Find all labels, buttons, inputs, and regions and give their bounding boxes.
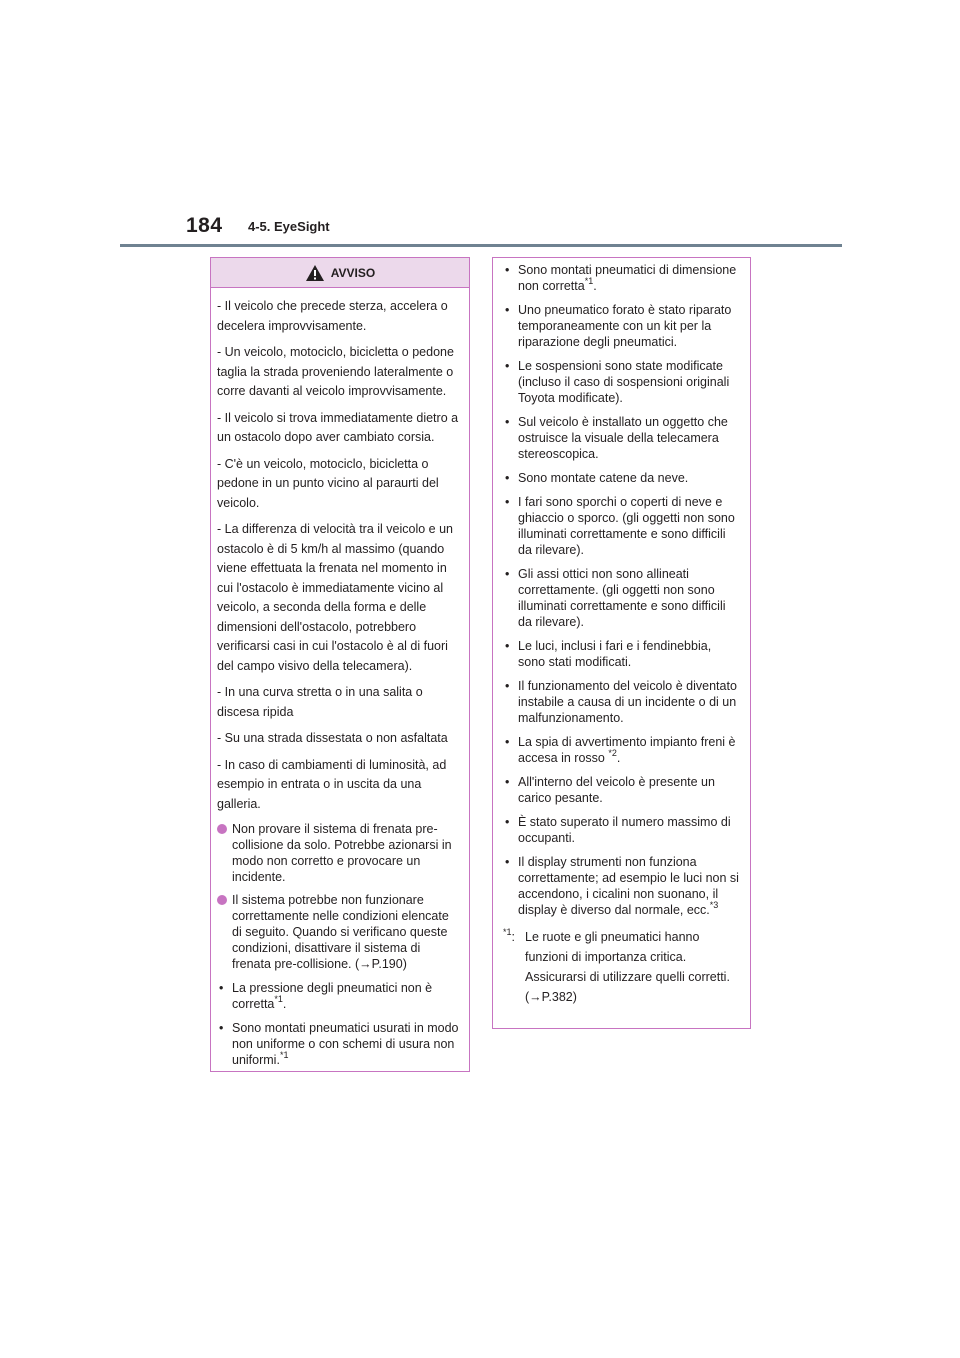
footnote-number: *1 xyxy=(503,927,512,937)
bullet-text-body: Il sistema potrebbe non funzionare correttamente nelle condizioni elencate di seguito. Quando si verificano queste condizioni, disattivare il sistema di frenata pre-collisione. ( xyxy=(232,893,449,971)
condition-item: - C'è un veicolo, motociclo, bicicletta o pedone in un punto vicino al paraurti del veicolo. xyxy=(217,456,439,510)
condition-item: - Su una strada dissestata o non asfaltata xyxy=(217,731,448,745)
bullet-point-icon: • xyxy=(505,263,510,277)
footnote-ref: *3 xyxy=(709,900,719,910)
bullet-point-icon: • xyxy=(505,415,510,429)
footnote-text: Le ruote e gli pneumatici hanno funzioni di importanza critica. Assicurarsi di utilizzare quelli corretti. ( xyxy=(525,930,730,1004)
item-text: Uno pneumatico forato è stato riparato temporaneamente con un kit per la riparazione degli pneumatici. xyxy=(518,303,732,349)
item-text: La spia di avvertimento impianto freni è accesa in rosso xyxy=(518,735,736,765)
condition-list-item xyxy=(503,302,740,350)
item-text: Gli assi ottici non sono allineati correttamente. (gli oggetti non sono illuminati correttamente e sono difficili da rilevare). xyxy=(518,567,726,629)
condition-list-item xyxy=(503,414,740,462)
item-text: All'interno del veicolo è presente un carico pesante. xyxy=(518,775,715,805)
condition-item: - Il veicolo che precede sterza, accelera o decelera improvvisamente. xyxy=(217,299,448,333)
footnote-ref: *2 xyxy=(608,748,617,758)
condition-list-item xyxy=(503,262,740,294)
bullet-point-icon: • xyxy=(219,981,224,995)
item-text: I fari sono sporchi o coperti di neve e ghiaccio o sporco. (gli oggetti non sono illuminati correttamente e sono difficili da rilevare). xyxy=(518,495,735,557)
warning-triangle-icon xyxy=(305,264,325,282)
condition-list-item xyxy=(503,678,740,726)
condition-list-item xyxy=(503,494,740,558)
item-text: Sul veicolo è installato un oggetto che ostruisce la visuale della telecamera stereoscopica. xyxy=(518,415,728,461)
bullet-point-icon: • xyxy=(505,471,510,485)
bullet-point-icon: • xyxy=(505,679,510,693)
bullet-point-icon: • xyxy=(219,1021,224,1035)
bullet-point-icon: • xyxy=(505,639,510,653)
item-text: Il funzionamento del veicolo è diventato instabile a causa di un incidente o di un malfunzionamento. xyxy=(518,679,737,725)
condition-list-item xyxy=(503,638,740,670)
warning-bullet xyxy=(217,892,460,972)
condition-list-item xyxy=(503,774,740,806)
sub-list-item xyxy=(217,980,460,1012)
page-number: 184 xyxy=(186,214,223,237)
condition-item: - Un veicolo, motociclo, bicicletta o pedone taglia la strada proveniendo lateralmente o corre davanti al veicolo improvvisamente. xyxy=(217,345,454,398)
bullet-dot-icon xyxy=(217,895,227,905)
item-text: Sono montate catene da neve. xyxy=(518,471,689,485)
warning-title: AVVISO xyxy=(330,265,376,280)
sub-list-item xyxy=(217,1020,460,1068)
bullet-point-icon: • xyxy=(505,855,510,869)
footnote-ref: *1 xyxy=(279,1050,289,1060)
condition-item: - In caso di cambiamenti di luminosità, ad esempio in entrata o in uscita da una galleria. xyxy=(217,757,447,811)
warning-header xyxy=(211,258,469,288)
condition-item: - La differenza di velocità tra il veicolo e un ostacolo è di 5 km/h al massimo (quando viene effettuata la frenata nel momento in cui l'ostacolo è immediatamente vicino al veicolo, a seconda della forma e delle dimensioni dell'ostacolo, potrebbero verificarsi casi in cui l'ostacolo è al di fuori del campo visivo della telecamera). xyxy=(217,522,454,673)
bullet-point-icon: • xyxy=(505,815,510,829)
warning-content xyxy=(211,288,469,1068)
bullet-point-icon: • xyxy=(505,495,510,509)
condition-item: - In una curva stretta o in una salita o discesa ripida xyxy=(217,685,423,719)
bullet-text xyxy=(232,892,460,972)
item-text: Le sospensioni sono state modificate (incluso il caso di sospensioni originali Toyota modificate). xyxy=(518,359,730,405)
condition-list-item xyxy=(503,854,740,918)
bullet-point-icon: • xyxy=(505,775,510,789)
bullet-point-icon: • xyxy=(505,359,510,373)
item-text: La pressione degli pneumatici non è corretta xyxy=(232,981,433,1011)
header-rule xyxy=(120,244,842,247)
item-tail: . xyxy=(616,751,621,765)
item-text: Sono montati pneumatici di dimensione non corretta xyxy=(518,263,737,293)
page-reference-link[interactable]: →P.190) xyxy=(359,957,407,971)
condition-list-item xyxy=(503,734,740,766)
bullet-text: Non provare il sistema di frenata pre-collisione da solo. Potrebbe azionarsi in modo non corretto e provocare un incidente. xyxy=(232,822,452,884)
item-text: Le luci, inclusi i fari e i fendinebbia, sono stati modificati. xyxy=(518,639,712,669)
footnote-ref: *1 xyxy=(584,276,594,286)
warning-box xyxy=(210,257,470,1072)
page-reference-link[interactable]: →P.382) xyxy=(529,990,577,1004)
condition-item: - Il veicolo si trova immediatamente dietro a un ostacolo dopo aver cambiato corsia. xyxy=(217,410,459,444)
condition-list xyxy=(493,258,750,1007)
item-text: Il display strumenti non funziona correttamente; ad esempio le luci non si accendono, i cicalini non suonano, il display è diverso dal normale, ecc. xyxy=(518,855,739,917)
footnote xyxy=(503,927,740,1007)
bullet-point-icon: • xyxy=(505,303,510,317)
bullet-dot-icon xyxy=(217,824,227,834)
footnote-mark xyxy=(503,927,525,1007)
bullet-point-icon: • xyxy=(505,567,510,581)
bullet-point-icon: • xyxy=(505,735,510,749)
section-title: 4-5. EyeSight xyxy=(248,219,330,234)
continuation-box xyxy=(492,257,751,1029)
warning-bullet xyxy=(217,821,460,885)
item-text: Sono montati pneumatici usurati in modo non uniforme o con schemi di usura non uniformi. xyxy=(232,1021,459,1067)
footnote-colon: : xyxy=(511,930,515,944)
condition-list-item xyxy=(503,814,740,846)
condition-list-item xyxy=(503,470,740,486)
footnote-ref: *1 xyxy=(274,994,283,1004)
item-text: È stato superato il numero massimo di occupanti. xyxy=(518,815,731,845)
item-tail: . xyxy=(593,279,597,293)
condition-list-item xyxy=(503,358,740,406)
condition-list-item xyxy=(503,566,740,630)
item-tail: . xyxy=(282,997,287,1011)
